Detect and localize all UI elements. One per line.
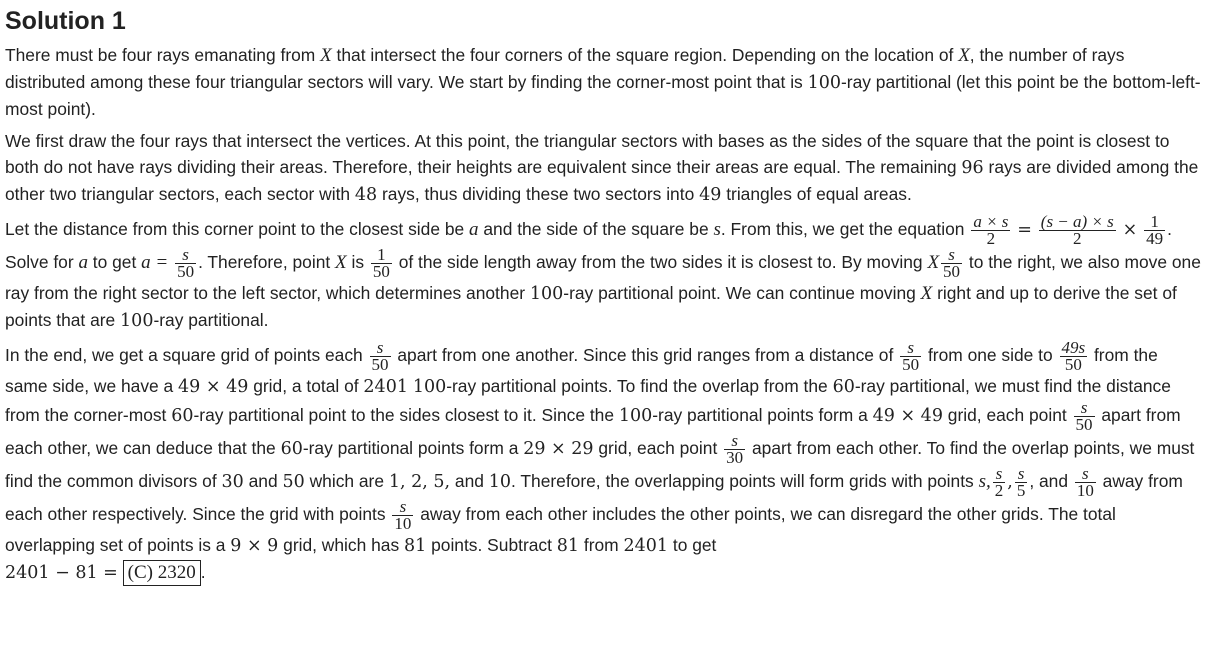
paragraph-4: In the end, we get a square grid of points each $\frac{s}{50}$ apart from one another. Since this grid ranges from a distance of $\frac{s}{50}$ from one side to $\frac{49s}{50}$ from the same side, we have a 49 × 49 grid, a total of 2401 100-ray partitional points. To find the overlap from the 60-ray partitional, we must find the distance from the corner-most 60-ray partitional point to the sides closest to it. Since the 100-ray partitional points form a 49 × 49 grid, each point $\frac{s}{50}$ apart from each other, we can deduce that the 60-ray partitional points form a 29 × 29 grid, each point $\frac{s}{30}$ apart from each other. To find the overlap points, we must find the common divisors of 30 and 50 which are 1, 2, 5, and 10. Therefore, the overlapping points will form grids with points s, $\frac{s}{2}$ , $\frac{s}{5}$ , and $\frac{s}{10}$ away from each other respectively. Since the grid with points $\frac{s}{10}$ away from each other includes the other points, we can disregard the other grids. The total overlapping set of points is a 9 × 9 grid, which has 81 points. Subtract 81 from 2401 to get 2401 − 81 = (C) 2320 . (5, 340, 1203, 586)
solution-heading: Solution 1 (5, 7, 126, 35)
area-equation: $\frac{a \times s}{2}$ = $\frac{(s - a) \times s}{2}$ × $\frac{1}{49}$ (973, 212, 1164, 248)
paragraph-3: Let the distance from this corner point to the closest side be a and the side of the square be s. From this, we get the equation $\frac{a \times s}{2}$ = $\frac{(s - a) \times s}{2}$ × $\frac{1}{49}$ . Solve for a to get a = $\frac{s}{50}$ . Therefore, point X is $\frac{1}{50}$ of the side length away from the two sides it is closest to. By moving X $\frac{s}{50}$ to the right, we also move one ray from the right sector to the left sector, which determines another 100-ray partitional point. We can continue moving X right and up to derive the set of points that are 100-ray partitional. (5, 212, 1201, 331)
paragraph-2: We first draw the four rays that intersect the vertices. At this point, the triangular sectors with bases as the sides of the square that the point is closest to both do not have rays dividing their areas. Therefore, their heights are equivalent since their areas are equal. The remaining 96 rays are divided among the other two triangular sectors, each sector with 48 rays, thus dividing these two sectors into 49 triangles of equal areas. (5, 131, 1199, 205)
final-expression: 2401 − 81 = (5, 563, 118, 583)
paragraph-1: There must be four rays emanating from X that intersect the four corners of the square region. Depending on the location of X, the number of rays distributed among these four triangular sectors will vary. We start by finding the corner-most point that is 100-ray partitional (let this point be the bottom-left-most point). (5, 45, 1201, 119)
boxed-answer: (C) 2320 (123, 560, 201, 586)
